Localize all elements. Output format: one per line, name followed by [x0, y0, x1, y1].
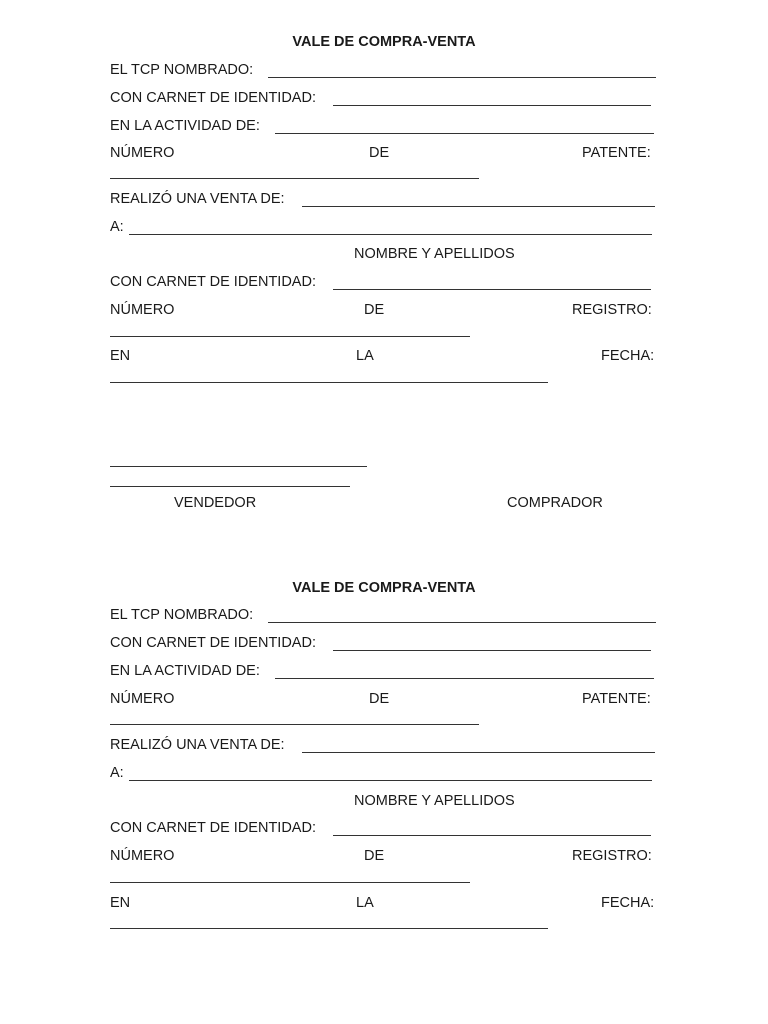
seller-label: VENDEDOR [174, 495, 257, 511]
buyer-label: COMPRADOR [507, 495, 603, 511]
registry-field[interactable] [110, 882, 470, 883]
to-label: A: [110, 765, 124, 781]
tcp-name-field[interactable] [268, 622, 656, 623]
patent-field[interactable] [110, 724, 479, 725]
activity-label: EN LA ACTIVIDAD DE: [110, 663, 260, 679]
patent-word-patente: PATENTE: [582, 691, 651, 707]
patent-field[interactable] [110, 178, 479, 179]
date-field[interactable] [110, 928, 548, 929]
seller-signature-line[interactable] [110, 466, 367, 467]
tcp-label: EL TCP NOMBRADO: [110, 607, 254, 623]
registry-word-de: DE [364, 848, 385, 864]
registry-word-numero: NÚMERO [110, 848, 175, 864]
name-caption: NOMBRE Y APELLIDOS [354, 793, 515, 809]
registry-word-de: DE [364, 302, 385, 318]
sale-field[interactable] [302, 206, 655, 207]
registry-word-registro: REGISTRO: [572, 848, 652, 864]
form-title: VALE DE COMPRA-VENTA [292, 580, 476, 596]
ci-field[interactable] [333, 105, 651, 106]
patent-word-numero: NÚMERO [110, 691, 175, 707]
date-word-en: EN [110, 348, 131, 364]
registry-word-numero: NÚMERO [110, 302, 175, 318]
date-word-fecha: FECHA: [601, 348, 655, 364]
tcp-name-field[interactable] [268, 77, 656, 78]
to-field[interactable] [129, 780, 652, 781]
date-word-fecha: FECHA: [601, 895, 655, 911]
activity-label: EN LA ACTIVIDAD DE: [110, 118, 260, 134]
ci2-field[interactable] [333, 835, 651, 836]
ci-label: CON CARNET DE IDENTIDAD: [110, 90, 316, 106]
ci2-label: CON CARNET DE IDENTIDAD: [110, 274, 316, 290]
date-word-la: LA [356, 348, 374, 364]
activity-field[interactable] [275, 133, 654, 134]
patent-word-de: DE [369, 145, 390, 161]
patent-word-patente: PATENTE: [582, 145, 651, 161]
ci-field[interactable] [333, 650, 651, 651]
to-label: A: [110, 219, 124, 235]
patent-word-de: DE [369, 691, 390, 707]
sale-label: REALIZÓ UNA VENTA DE: [110, 737, 285, 753]
ci2-label: CON CARNET DE IDENTIDAD: [110, 820, 316, 836]
date-word-la: LA [356, 895, 374, 911]
sale-field[interactable] [302, 752, 655, 753]
activity-field[interactable] [275, 678, 654, 679]
patent-word-numero: NÚMERO [110, 145, 175, 161]
date-field[interactable] [110, 382, 548, 383]
name-caption: NOMBRE Y APELLIDOS [354, 246, 515, 262]
ci-label: CON CARNET DE IDENTIDAD: [110, 635, 316, 651]
tcp-label: EL TCP NOMBRADO: [110, 62, 254, 78]
to-field[interactable] [129, 234, 652, 235]
registry-word-registro: REGISTRO: [572, 302, 652, 318]
sale-label: REALIZÓ UNA VENTA DE: [110, 191, 285, 207]
form-title: VALE DE COMPRA-VENTA [292, 34, 476, 50]
date-word-en: EN [110, 895, 131, 911]
ci2-field[interactable] [333, 289, 651, 290]
buyer-signature-line[interactable] [110, 486, 350, 487]
registry-field[interactable] [110, 336, 470, 337]
